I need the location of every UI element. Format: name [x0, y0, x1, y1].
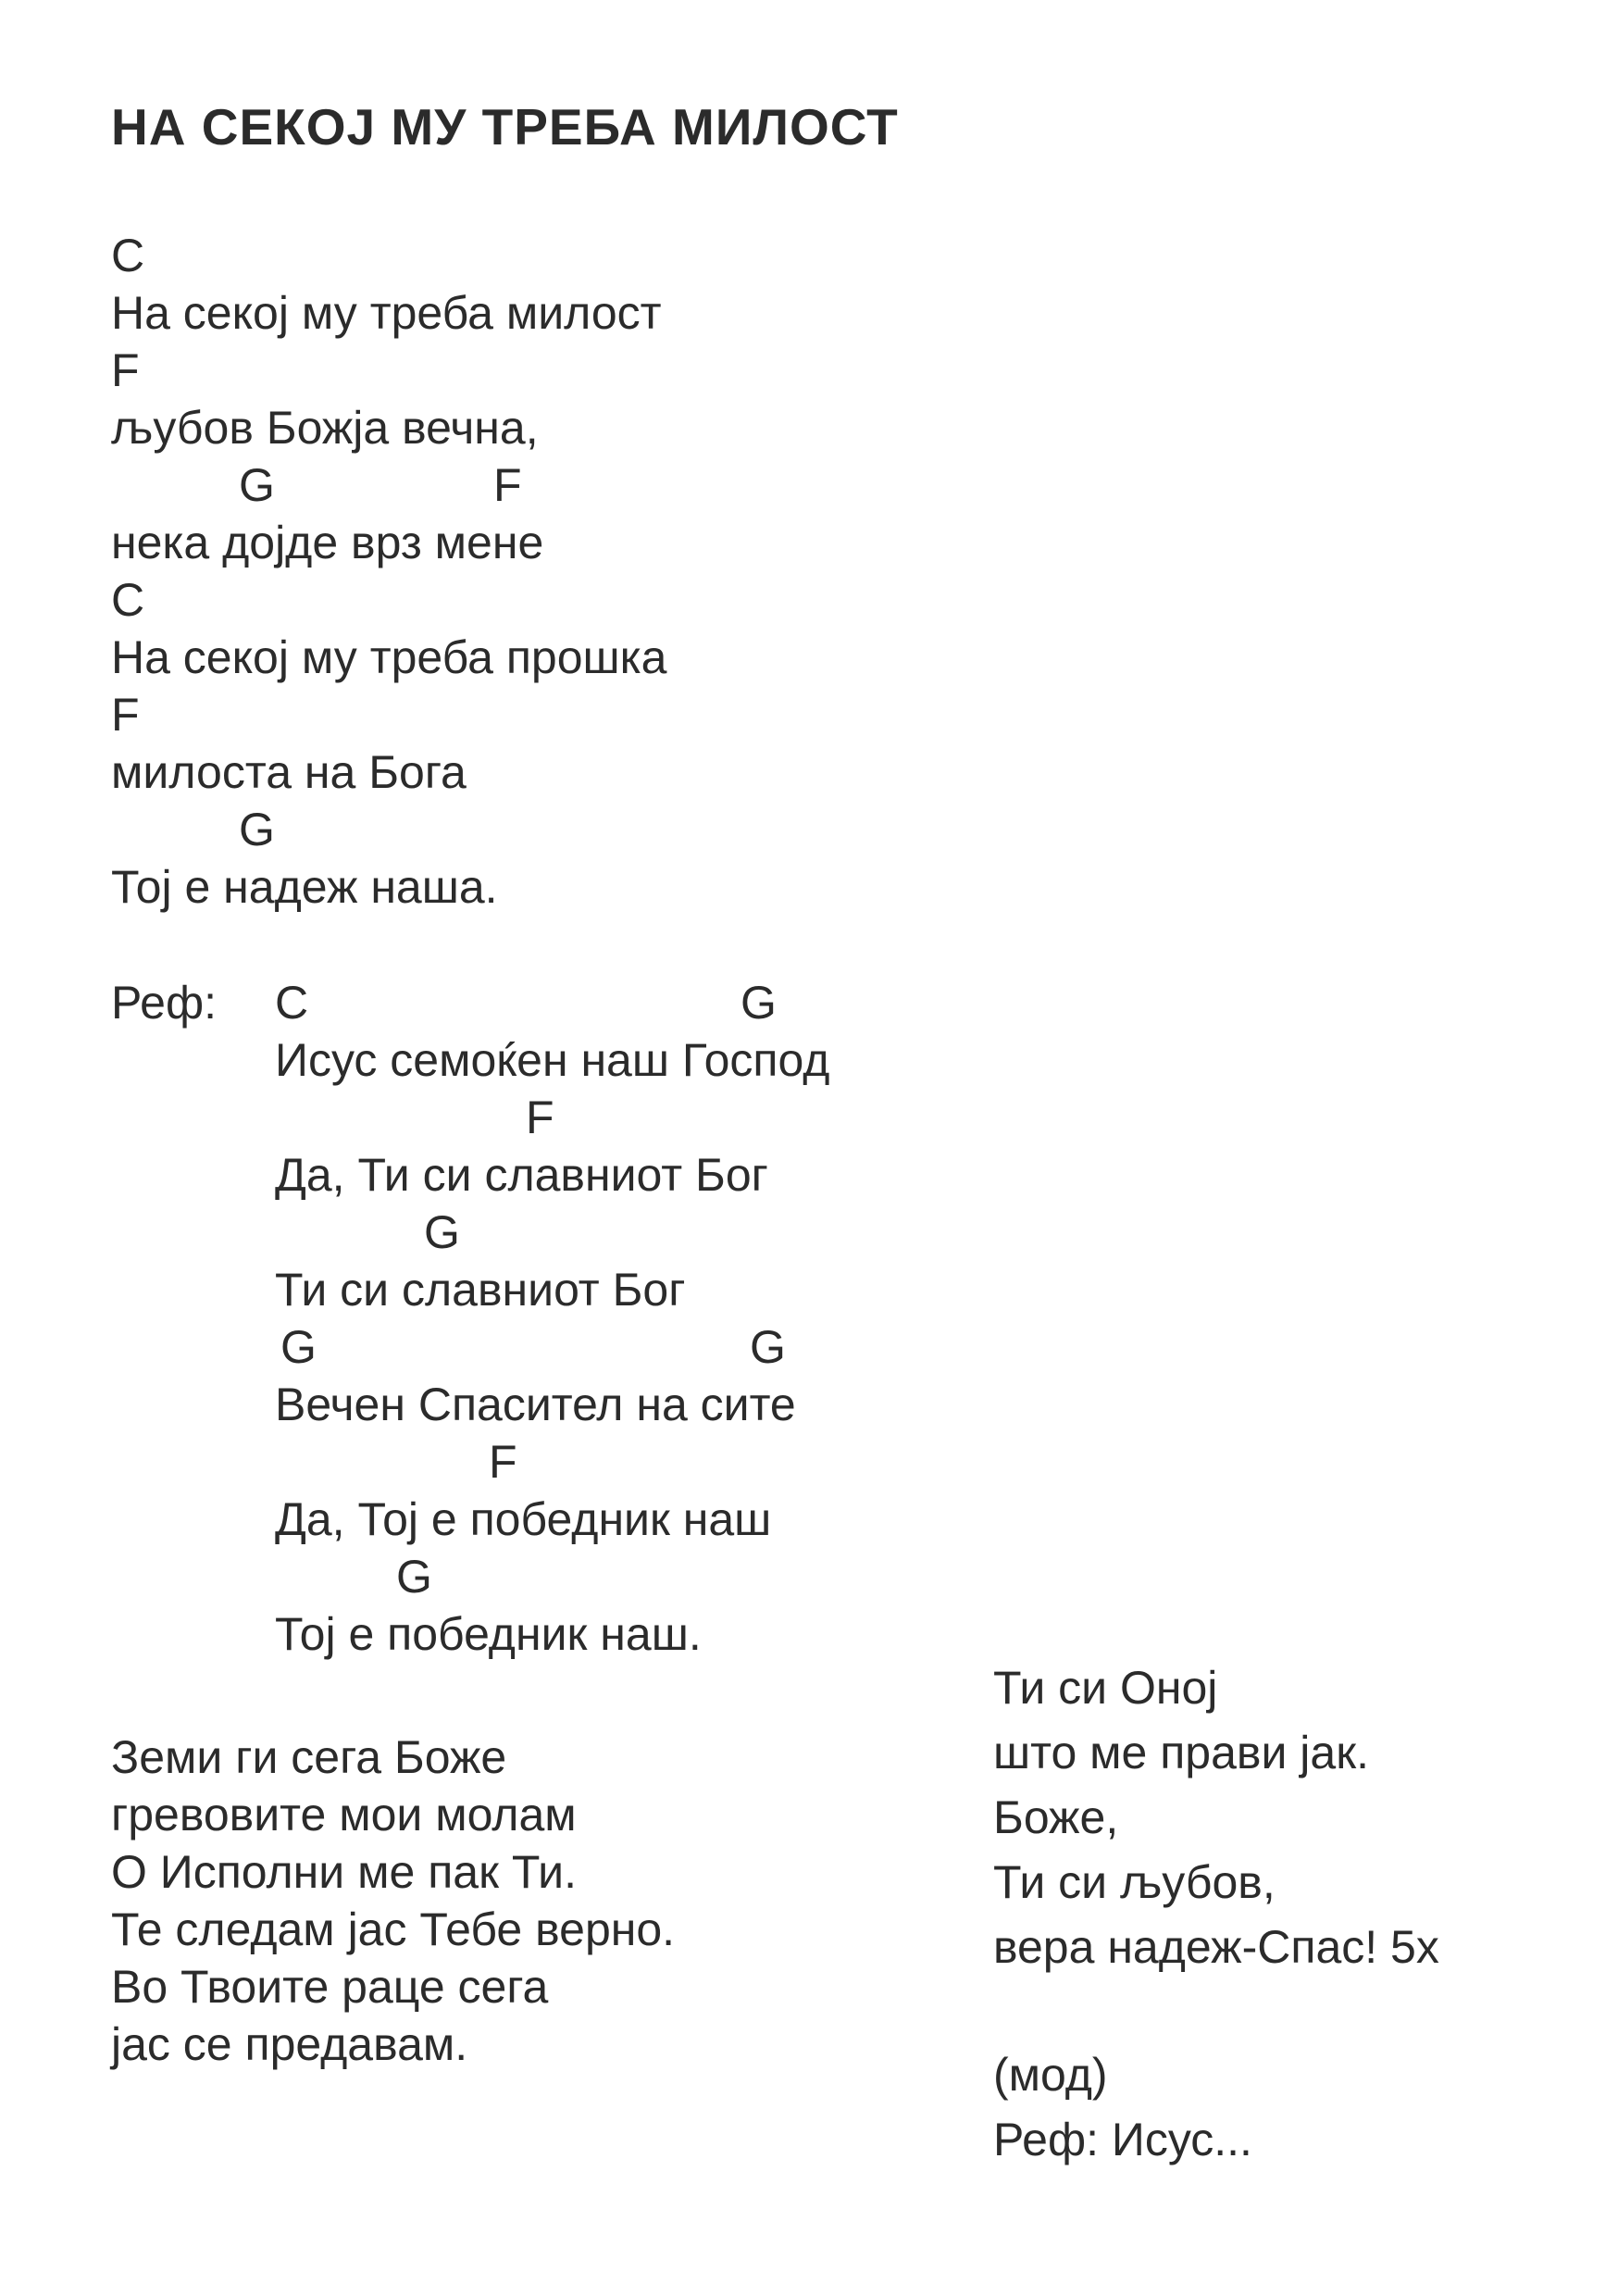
refrain-repeat: Реф: Исус... [993, 2114, 1252, 2165]
lyric-line: Боже, [993, 1791, 1119, 1843]
lyric-line: нека дојде врз мене [111, 517, 544, 568]
chord: C [111, 574, 145, 626]
lyric-line: Да, Тој е победник наш [275, 1493, 772, 1545]
lyric-line: Тој е надеж наша. [111, 861, 498, 913]
lyric-line: Ти си Оној [993, 1662, 1218, 1714]
modulation-note: (мод) [993, 2049, 1108, 2101]
chord: G [424, 1206, 460, 1258]
chord: G [396, 1551, 432, 1603]
chord: G [239, 804, 275, 855]
lyric-line: Ти си славниот Бог [275, 1264, 686, 1316]
lyric-line: О Исполни ме пак Ти. [111, 1846, 578, 1898]
chord: G [280, 1321, 317, 1373]
lyric-line: Те следам јас Тебе верно. [111, 1903, 676, 1955]
lyric-line: Исус семоќен наш Господ [275, 1034, 830, 1086]
lyric-line: Земи ги сега Боже [111, 1731, 507, 1783]
chord: F [526, 1092, 554, 1143]
chord: F [493, 459, 522, 511]
chord: F [111, 344, 140, 396]
lyric-line: Тој е победник наш. [275, 1608, 702, 1660]
lyric-line: Ти си љубов, [993, 1856, 1276, 1908]
chord: C [275, 977, 309, 1029]
chord: F [111, 689, 140, 741]
lyric-line: Вечен Спасител на сите [275, 1379, 796, 1430]
chord: G [239, 459, 275, 511]
chord: F [489, 1436, 517, 1488]
lyric-line: На секој му треба милост [111, 287, 662, 339]
lyric-line: вера надеж-Спас! 5x [993, 1921, 1439, 1973]
lyric-line: јас се предавам. [111, 2018, 468, 2070]
chord: C [111, 230, 145, 281]
lyric-line: љубов Божја вечна, [111, 402, 539, 454]
refrain-label: Реф: [111, 977, 217, 1029]
chord: G [750, 1321, 786, 1373]
song-title: НА СЕКОЈ МУ ТРЕБА МИЛОСТ [111, 98, 899, 156]
lyric-line: На секој му треба прошка [111, 631, 667, 683]
lyric-line: што ме прави јак. [993, 1727, 1369, 1778]
lyric-line: Во Твоите раце сега [111, 1961, 549, 2013]
chord: G [741, 977, 777, 1029]
lyric-line: гревовите мои молам [111, 1789, 577, 1841]
lyric-line: Да, Ти си славниот Бог [275, 1149, 768, 1201]
lyric-line: милоста на Бога [111, 746, 467, 798]
